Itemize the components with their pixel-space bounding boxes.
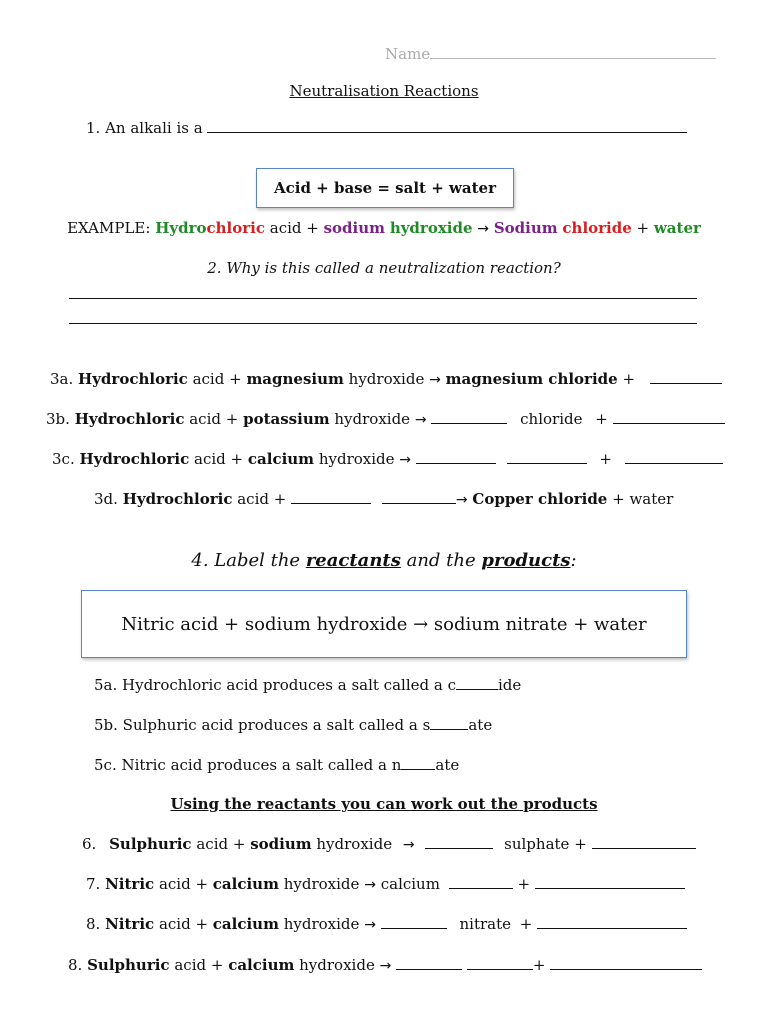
q4-products: products xyxy=(481,550,571,571)
page-title-line xyxy=(0,81,768,101)
q3c-num: 3c. xyxy=(52,450,75,468)
q6-blank-2[interactable] xyxy=(592,834,696,849)
q8a-blank-1[interactable] xyxy=(381,914,447,929)
q3a-plus: + xyxy=(617,370,640,388)
example-chloric: chloric xyxy=(206,219,265,237)
q8b-acid: Sulphuric xyxy=(87,956,170,974)
arrow-icon: → xyxy=(429,372,441,388)
q3d-blank-1[interactable] xyxy=(291,489,371,504)
question-7 xyxy=(86,874,685,895)
example-label: EXAMPLE: xyxy=(67,219,151,237)
example-water: water xyxy=(653,219,701,237)
example-sodium: sodium xyxy=(323,219,386,237)
q7-blank-2[interactable] xyxy=(535,874,685,889)
question-3d xyxy=(94,489,673,510)
q3a-num: 3a. xyxy=(50,370,74,388)
q6-num: 6. xyxy=(82,835,97,853)
q4-post: : xyxy=(570,550,577,571)
example-sodium-product: Sodium xyxy=(493,219,558,237)
q3b-chloride: chloride xyxy=(520,410,583,428)
q8a-base: calcium xyxy=(212,915,279,933)
q3d-acid: Hydrochloric xyxy=(122,490,233,508)
question-1-text: 1. An alkali is a xyxy=(86,119,203,137)
question-3b xyxy=(46,409,725,430)
example-line xyxy=(0,218,768,239)
q8b-mid: acid + xyxy=(169,956,229,974)
q8b-plus: + xyxy=(532,956,546,974)
q3b-tail: hydroxide xyxy=(329,410,411,428)
q7-plus: + xyxy=(517,875,531,893)
q7-blank-1[interactable] xyxy=(449,874,513,889)
q3b-plus: + xyxy=(595,410,608,428)
q3c-plus: + xyxy=(599,450,612,468)
arrow-icon: → xyxy=(364,917,376,933)
q3a-blank[interactable] xyxy=(650,369,722,384)
q4-mid: and the xyxy=(400,550,482,571)
example-hydroxide: hydroxide xyxy=(389,219,473,237)
question-1 xyxy=(86,118,687,138)
q8a-word: nitrate xyxy=(459,915,512,933)
q3c-blank-2[interactable] xyxy=(507,449,587,464)
name-blank[interactable] xyxy=(430,44,716,59)
word-equation-box xyxy=(256,168,514,208)
arrow-icon: → xyxy=(477,221,490,237)
q3c-mid: acid + xyxy=(189,450,248,468)
q3d-tail: + water xyxy=(607,490,674,508)
question-8a xyxy=(86,914,687,935)
q8a-num: 8. xyxy=(86,915,101,933)
q4-pre: 4. Label the xyxy=(191,550,306,571)
q3d-product: Copper chloride xyxy=(472,490,608,508)
example-chloride: chloride xyxy=(562,219,632,237)
question-4 xyxy=(0,549,768,573)
question-8b xyxy=(68,955,702,976)
q7-num: 7. xyxy=(86,875,101,893)
question-3a xyxy=(50,369,722,390)
q5c-blank[interactable] xyxy=(401,755,435,770)
question-6 xyxy=(82,834,696,855)
q3b-mid: acid + xyxy=(184,410,244,428)
q8b-blank-2[interactable] xyxy=(467,955,533,970)
q8b-blank-3[interactable] xyxy=(550,955,702,970)
q6-acid: Sulphuric xyxy=(109,835,192,853)
q3c-blank-1[interactable] xyxy=(416,449,496,464)
question-2 xyxy=(0,258,768,278)
q7-mid: acid + xyxy=(154,875,213,893)
nitric-equation-text[interactable]: Nitric acid + sodium hydroxide → sodium nitrate + water xyxy=(121,613,647,635)
example-acid: acid + xyxy=(264,219,324,237)
q8a-plus: + xyxy=(519,915,533,933)
example-plus: + xyxy=(631,219,654,237)
q5c-end: ate xyxy=(435,756,460,774)
q3b-base: potassium xyxy=(243,410,330,428)
q5b-text: 5b. Sulphuric acid produces a salt called a s xyxy=(94,716,431,734)
q8a-mid: acid + xyxy=(154,915,213,933)
q3c-blank-3[interactable] xyxy=(625,449,723,464)
page-title: Neutralisation Reactions xyxy=(289,82,479,100)
q6-blank-1[interactable] xyxy=(425,834,493,849)
q3b-acid: Hydrochloric xyxy=(74,410,185,428)
question-5a xyxy=(94,675,521,695)
q3c-acid: Hydrochloric xyxy=(79,450,190,468)
q8b-tail: hydroxide xyxy=(294,956,375,974)
name-label-line xyxy=(385,44,716,64)
q8b-base: calcium xyxy=(228,956,295,974)
q3b-num: 3b. xyxy=(46,410,70,428)
arrow-icon: → xyxy=(402,837,415,853)
q6-tail: hydroxide xyxy=(311,835,393,853)
q6-base: sodium xyxy=(250,835,312,853)
q6-mid: acid + xyxy=(191,835,251,853)
name-label: Name xyxy=(385,45,431,63)
section-heading-text: Using the reactants you can work out the products xyxy=(170,795,598,813)
q8a-blank-2[interactable] xyxy=(537,914,687,929)
q3b-blank-2[interactable] xyxy=(613,409,725,424)
arrow-icon: → xyxy=(399,452,412,468)
q3c-tail: hydroxide xyxy=(314,450,395,468)
q5b-blank[interactable] xyxy=(430,715,468,730)
q8a-acid: Nitric xyxy=(105,915,155,933)
question-2-text: 2. Why is this called a neutralization reaction? xyxy=(207,259,561,277)
q5c-text: 5c. Nitric acid produces a salt called a n xyxy=(94,756,402,774)
arrow-icon: → xyxy=(364,877,376,893)
nitric-equation-box xyxy=(81,590,687,658)
q3a-base: magnesium xyxy=(246,370,344,388)
q3a-acid: Hydrochloric xyxy=(78,370,188,388)
answer-line-2[interactable] xyxy=(69,323,697,324)
q5b-end: ate xyxy=(468,716,493,734)
question-3c xyxy=(52,449,723,470)
q7-word: calcium xyxy=(380,875,440,893)
q6-word: sulphate + xyxy=(504,835,587,853)
question-1-blank[interactable] xyxy=(207,118,687,133)
q3d-mid: acid + xyxy=(232,490,292,508)
q3a-product: magnesium chloride xyxy=(445,370,618,388)
question-5b xyxy=(94,715,492,735)
q8b-num: 8. xyxy=(68,956,83,974)
q5a-blank[interactable] xyxy=(456,675,498,690)
q3a-mid: acid + xyxy=(187,370,247,388)
q4-reactants: reactants xyxy=(305,550,401,571)
q7-base: calcium xyxy=(212,875,279,893)
q5a-end: ide xyxy=(497,676,522,694)
q7-tail: hydroxide xyxy=(278,875,360,893)
q7-acid: Nitric xyxy=(105,875,155,893)
q3c-base: calcium xyxy=(247,450,315,468)
section-heading xyxy=(0,794,768,814)
arrow-icon: → xyxy=(455,492,468,508)
example-hydro: Hydro xyxy=(155,219,207,237)
arrow-icon: → xyxy=(379,958,392,974)
question-5c xyxy=(94,755,459,775)
q5a-text: 5a. Hydrochloric acid produces a salt called a c xyxy=(94,676,456,694)
q8b-blank-1[interactable] xyxy=(396,955,462,970)
answer-line-1[interactable] xyxy=(69,298,697,299)
word-equation-text: Acid + base = salt + water xyxy=(274,179,496,197)
q3d-blank-2[interactable] xyxy=(382,489,456,504)
q3a-tail: hydroxide xyxy=(343,370,425,388)
q8a-tail: hydroxide xyxy=(278,915,360,933)
q3d-num: 3d. xyxy=(94,490,118,508)
q3b-blank-1[interactable] xyxy=(431,409,507,424)
arrow-icon: → xyxy=(414,412,427,428)
